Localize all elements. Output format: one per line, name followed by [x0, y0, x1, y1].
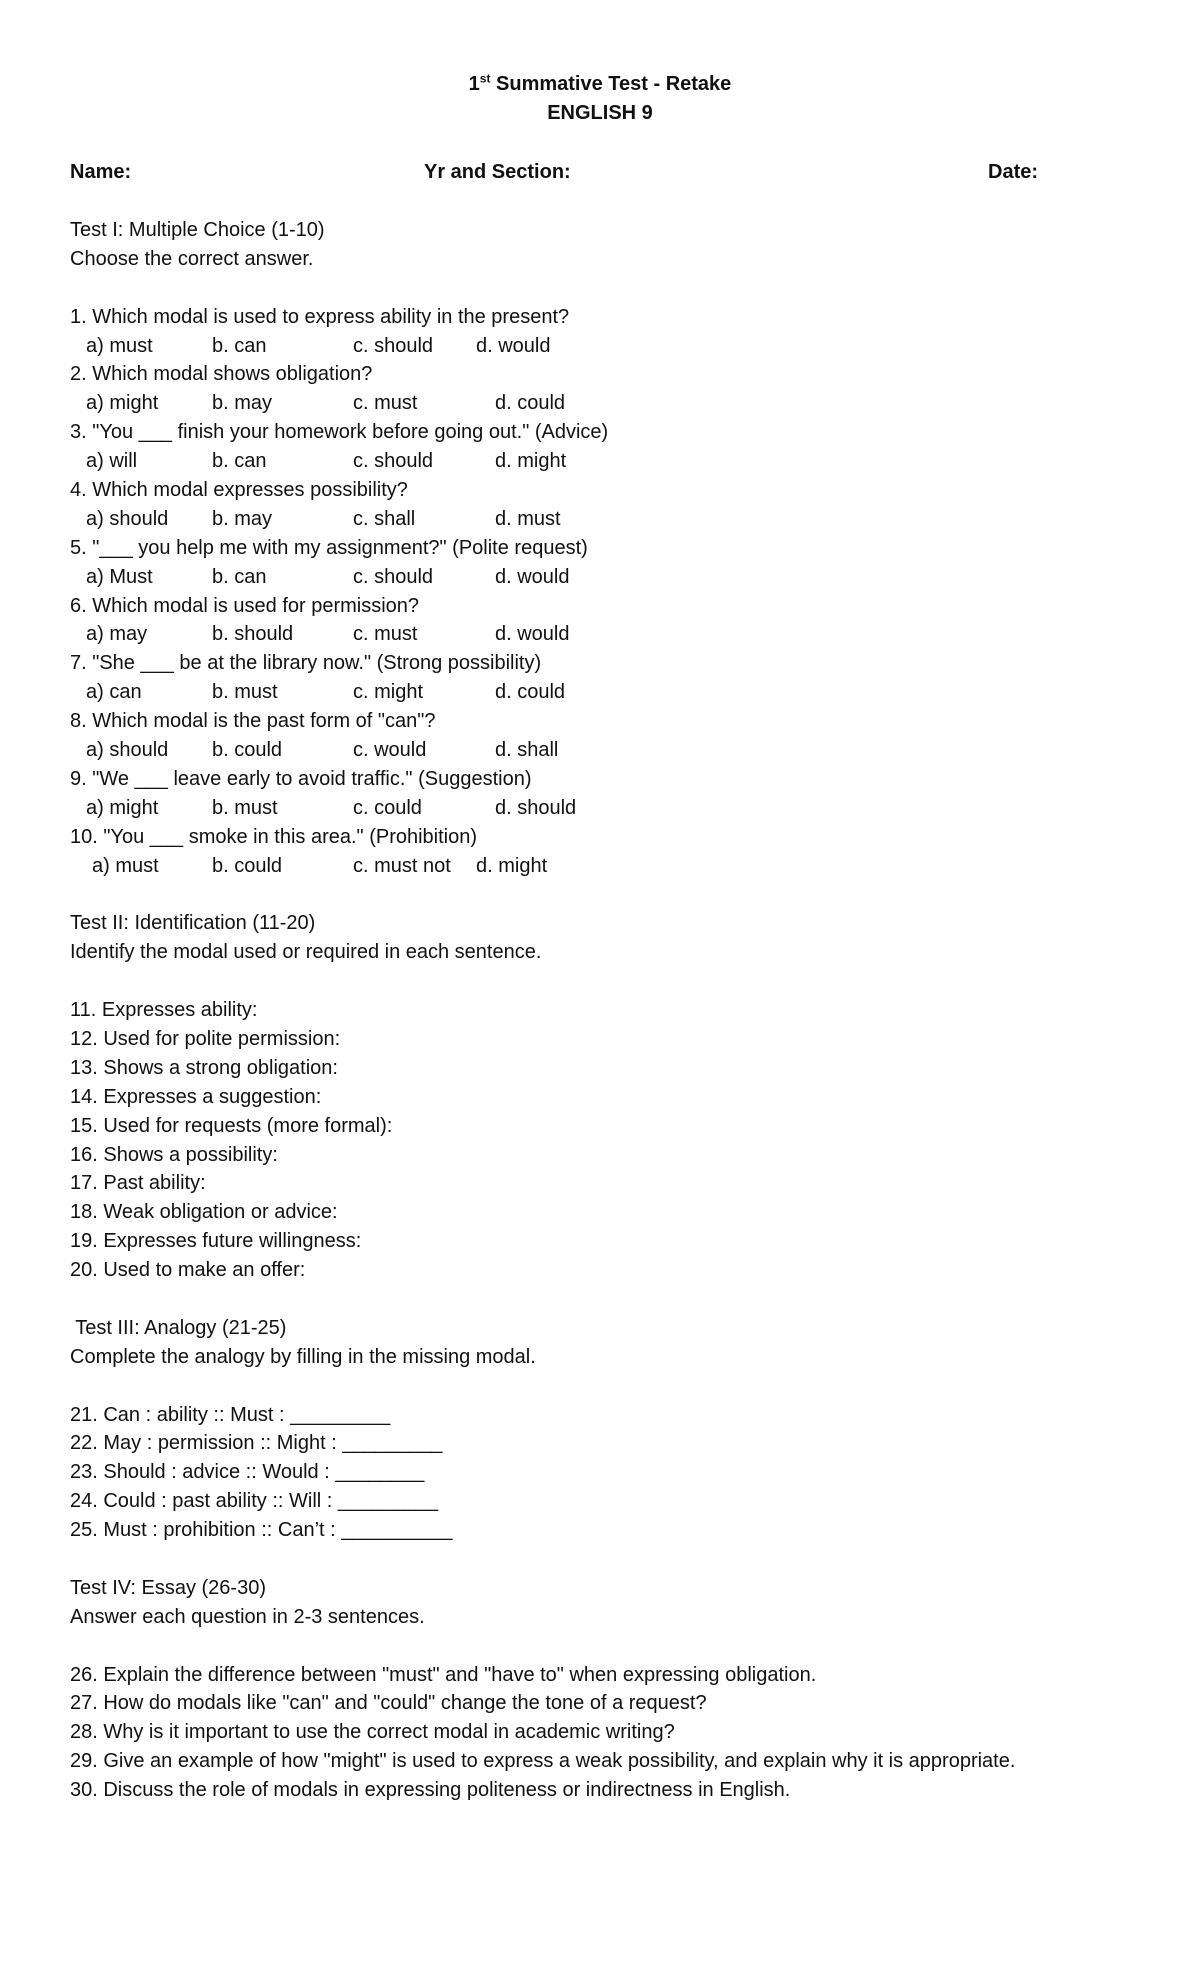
- option-d: d. might: [476, 854, 548, 877]
- option-d: d. would: [495, 623, 570, 646]
- option-b: b. could: [212, 854, 283, 877]
- option-c: c. could: [353, 796, 422, 819]
- essay-question: 29. Give an example of how "might" is used to express a weak possibility, and explain why it is appropriate.: [70, 1750, 1016, 1773]
- test1-title: Test I: Multiple Choice (1-10): [70, 219, 325, 241]
- option-d: d. might: [495, 450, 567, 473]
- options-row: [70, 563, 1130, 592]
- option-b: b. can: [212, 565, 267, 588]
- option-a: a) may: [86, 623, 148, 646]
- date-label: Date:: [988, 161, 1039, 183]
- analogy-item: 24. Could : past ability :: Will : _________: [70, 1490, 438, 1513]
- test2-section: [70, 909, 1130, 1313]
- option-b: b. must: [212, 796, 278, 819]
- question: 1. Which modal is used to express ability in the present?: [70, 305, 570, 328]
- options-row: [70, 447, 1130, 476]
- essay-question: 28. Why is it important to use the correct modal in academic writing?: [70, 1721, 675, 1744]
- analogy-item: 22. May : permission :: Might : _________: [70, 1432, 443, 1455]
- option-a: a) must: [86, 334, 153, 357]
- test4-title: Test IV: Essay (26-30): [70, 1576, 266, 1599]
- section-label: Yr and Section:: [424, 161, 571, 183]
- option-d: d. would: [476, 334, 551, 357]
- option-a: a) should: [86, 507, 169, 530]
- options-row: [70, 794, 1130, 823]
- title-superscript: st: [479, 71, 491, 86]
- option-b: b. can: [212, 334, 267, 357]
- option-d: d. would: [495, 565, 570, 588]
- option-b: b. should: [212, 623, 294, 646]
- question: 8. Which modal is the past form of "can"?: [70, 710, 436, 733]
- option-c: c. would: [353, 739, 427, 762]
- option-b: b. may: [212, 507, 273, 530]
- test4-section: [70, 1574, 1130, 1805]
- option-b: b. can: [212, 450, 267, 473]
- question: 3. "You ___ finish your homework before going out." (Advice): [70, 421, 609, 444]
- identification-item: 15. Used for requests (more formal):: [70, 1114, 393, 1137]
- option-b: b. may: [212, 392, 273, 415]
- test2-title: Test II: Identification (11-20): [70, 912, 316, 935]
- option-c: c. must: [353, 623, 418, 646]
- option-a: a) must: [92, 854, 159, 877]
- test1-section: [70, 216, 1130, 909]
- options-row: [70, 389, 1130, 418]
- analogy-item: 25. Must : prohibition :: Can’t : __________: [70, 1519, 453, 1542]
- option-c: c. might: [353, 681, 424, 704]
- identification-item: 19. Expresses future willingness:: [70, 1230, 362, 1253]
- test1-instruction: Choose the correct answer.: [70, 247, 314, 270]
- option-c: c. should: [353, 565, 434, 588]
- identification-item: 14. Expresses a suggestion:: [70, 1085, 322, 1108]
- option-a: a) might: [86, 796, 159, 819]
- test-title: [70, 70, 1130, 99]
- title-block: [70, 70, 1130, 128]
- identification-item: 17. Past ability:: [70, 1172, 206, 1195]
- subject-title: ENGLISH 9: [547, 102, 653, 124]
- question: 2. Which modal shows obligation?: [70, 363, 373, 386]
- options-row: [70, 505, 1130, 534]
- essay-question: 26. Explain the difference between "must" and "have to" when expressing obligation.: [70, 1663, 817, 1686]
- option-c: c. must not: [353, 854, 451, 877]
- identification-item: 20. Used to make an offer:: [70, 1259, 306, 1282]
- option-a: a) might: [86, 392, 159, 415]
- option-d: d. could: [495, 681, 566, 704]
- options-row: [70, 678, 1130, 707]
- options-row: [70, 852, 1130, 881]
- option-d: d. must: [495, 507, 561, 530]
- option-b: b. must: [212, 681, 278, 704]
- analogy-item: 23. Should : advice :: Would : ________: [70, 1461, 425, 1484]
- option-a: a) Must: [86, 565, 153, 588]
- identification-item: 11. Expresses ability:: [70, 999, 258, 1022]
- question: 5. "___ you help me with my assignment?" (Polite request): [70, 536, 588, 559]
- test4-instruction: Answer each question in 2-3 sentences.: [70, 1605, 425, 1628]
- title-number: 1: [468, 73, 480, 95]
- question: 10. "You ___ smoke in this area." (Prohibition): [70, 825, 478, 848]
- option-d: d. could: [495, 392, 566, 415]
- options-row: [70, 620, 1130, 649]
- essay-question: 27. How do modals like "can" and "could" change the tone of a request?: [70, 1692, 707, 1715]
- option-d: d. shall: [495, 739, 559, 762]
- options-row: [70, 736, 1130, 765]
- identification-item: 16. Shows a possibility:: [70, 1143, 278, 1166]
- student-info-row: [70, 158, 1130, 187]
- test3-instruction: Complete the analogy by filling in the missing modal.: [70, 1345, 536, 1368]
- identification-item: 13. Shows a strong obligation:: [70, 1056, 338, 1079]
- test-content: [70, 216, 1130, 1805]
- options-row: [70, 332, 1130, 361]
- name-label: Name:: [70, 161, 132, 183]
- option-d: d. should: [495, 796, 577, 819]
- identification-item: 18. Weak obligation or advice:: [70, 1201, 338, 1224]
- question: 6. Which modal is used for permission?: [70, 594, 420, 617]
- essay-question: 30. Discuss the role of modals in expressing politeness or indirectness in English.: [70, 1779, 791, 1802]
- option-c: c. shall: [353, 507, 416, 530]
- option-a: a) should: [86, 739, 169, 762]
- test3-title: Test III: Analogy (21-25): [70, 1316, 287, 1339]
- question: 4. Which modal expresses possibility?: [70, 479, 408, 502]
- option-c: c. must: [353, 392, 418, 415]
- option-b: b. could: [212, 739, 283, 762]
- option-c: c. should: [353, 450, 434, 473]
- question: 9. "We ___ leave early to avoid traffic." (Suggestion): [70, 767, 532, 790]
- option-c: c. should: [353, 334, 434, 357]
- test3-section: [70, 1314, 1130, 1574]
- option-a: a) will: [86, 450, 138, 473]
- question: 7. "She ___ be at the library now." (Strong possibility): [70, 652, 542, 675]
- title-text: Summative Test - Retake: [490, 73, 732, 95]
- analogy-item: 21. Can : ability :: Must : _________: [70, 1403, 391, 1426]
- test2-instruction: Identify the modal used or required in each sentence.: [70, 941, 542, 964]
- identification-item: 12. Used for polite permission:: [70, 1027, 341, 1050]
- option-a: a) can: [86, 681, 142, 704]
